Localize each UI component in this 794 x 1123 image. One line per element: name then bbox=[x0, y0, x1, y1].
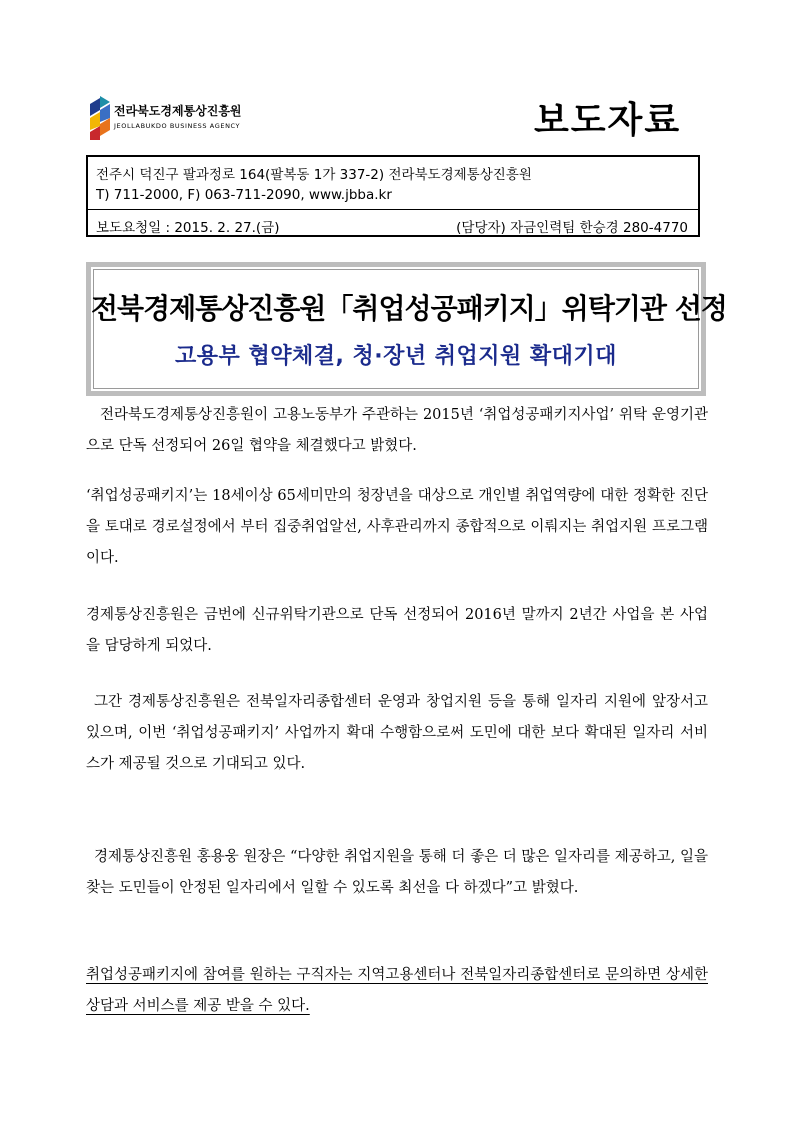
press-release-title: 보도자료 bbox=[534, 100, 682, 141]
org-logo bbox=[88, 96, 268, 142]
paragraph-6-underlined: 취업성공패키지에 참여를 원하는 구직자는 지역고용센터나 전북일자리종합센터로 문의하면 상세한 상담과 서비스를 제공 받을 수 있다. bbox=[86, 967, 708, 1014]
org-logo-mark-icon bbox=[88, 96, 112, 140]
paragraph-4: 그간 경제통상진흥원은 전북일자리종합센터 운영과 창업지원 등을 통해 일자리 지원에 앞장서고 있으며, 이번 ‘취업성공패키지’ 사업까지 확대 수행함으로써 도민에 대한 보다 확대된 일자리 서비스가 제공될 것으로 기대되고 있다. bbox=[86, 694, 708, 772]
headline-box bbox=[86, 262, 727, 396]
org-name-english: JEOLLABUKDO BUSINESS AGENCY bbox=[114, 122, 241, 130]
info-divider bbox=[88, 209, 698, 210]
org-name: 전라북도경제통상진흥원 bbox=[114, 104, 242, 118]
info-box bbox=[86, 155, 700, 237]
paragraph-5: 경제통상진흥원 홍용웅 원장은 “다양한 취업지원을 통해 더 좋은 더 많은 일자리를 제공하고, 일을 찾는 도민들이 안정된 일자리에서 일할 수 있도록 최선을 다 하겠다”고 밝혔다. bbox=[86, 849, 708, 896]
address: 전주시 덕진구 팔과정로 164(팔복동 1가 337-2) 전라북도경제통상진흥원 bbox=[96, 167, 532, 183]
headline-main: 전북경제통상진흥원「취업성공패키지」위탁기관 선정 bbox=[91, 292, 727, 325]
release-date: 보도요청일 : 2015. 2. 27.(금) bbox=[96, 220, 280, 236]
person-in-charge: (담당자) 자금인력팀 한승경 280-4770 bbox=[456, 220, 688, 236]
paragraph-3: 경제통상진흥원은 금번에 신규위탁기관으로 단독 선정되어 2016년 말까지 2년간 사업을 본 사업을 담당하게 되었다. bbox=[86, 607, 708, 654]
headline-sub: 고용부 협약체결, 청·장년 취업지원 확대기대 bbox=[175, 344, 617, 369]
paragraph-2: ‘취업성공패키지’는 18세이상 65세미만의 청장년을 대상으로 개인별 취업역량에 대한 정확한 진단을 토대로 경로설정에서 부터 집중취업알선, 사후관리까지 종합적으로 이뤄지는 취업지원 프로그램이다. bbox=[86, 488, 708, 566]
contact-line: T) 711-2000, F) 063-711-2090, www.jbba.kr bbox=[96, 187, 392, 203]
paragraph-1: 전라북도경제통상진흥원이 고용노동부가 주관하는 2015년 ‘취업성공패키지사업’ 위탁 운영기관으로 단독 선정되어 26일 협약을 체결했다고 밝혔다. bbox=[86, 407, 708, 454]
